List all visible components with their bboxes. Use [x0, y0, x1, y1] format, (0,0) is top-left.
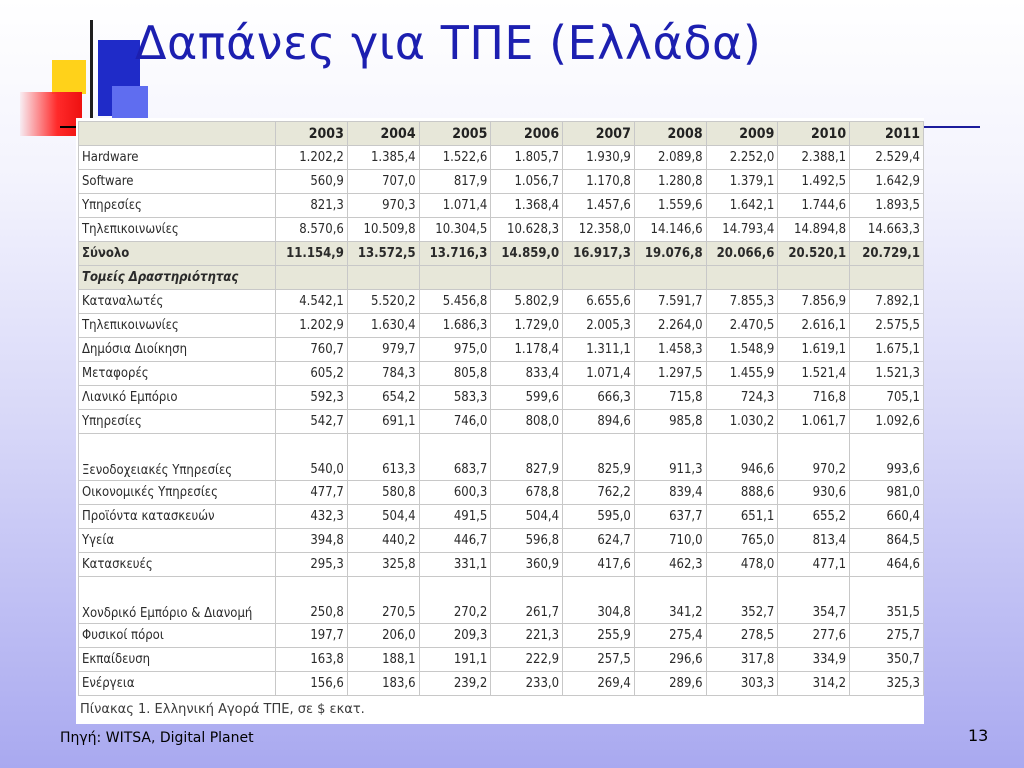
value-cell: 911,3 — [634, 434, 706, 481]
value-cell: 821,3 — [276, 194, 348, 218]
value-cell: 303,3 — [706, 672, 778, 696]
value-cell: 446,7 — [419, 529, 491, 553]
row-label: Δημόσια Διοίκηση — [79, 338, 276, 362]
value-cell: 239,2 — [419, 672, 491, 696]
value-cell: 504,4 — [491, 505, 563, 529]
value-cell: 10.509,8 — [347, 218, 419, 242]
table-row — [79, 146, 924, 170]
value-cell: 14.859,0 — [491, 242, 563, 266]
value-cell: 7.855,3 — [706, 290, 778, 314]
value-cell: 839,4 — [634, 481, 706, 505]
value-cell: 191,1 — [419, 648, 491, 672]
table-row — [79, 529, 924, 553]
value-cell: 1.280,8 — [634, 170, 706, 194]
table-row — [79, 218, 924, 242]
year-header: 2004 — [347, 122, 419, 146]
value-cell: 304,8 — [563, 577, 635, 624]
value-cell: 1.368,4 — [491, 194, 563, 218]
table-header-corner — [79, 122, 276, 146]
value-cell: 5.802,9 — [491, 290, 563, 314]
table-row — [79, 170, 924, 194]
value-cell: 289,6 — [634, 672, 706, 696]
value-cell: 1.092,6 — [850, 410, 924, 434]
value-cell: 209,3 — [419, 624, 491, 648]
row-label: Λιανικό Εμπόριο — [79, 386, 276, 410]
value-cell — [778, 266, 850, 290]
value-cell: 1.379,1 — [706, 170, 778, 194]
value-cell: 970,2 — [778, 434, 850, 481]
value-cell: 805,8 — [419, 362, 491, 386]
table-row — [79, 553, 924, 577]
value-cell: 491,5 — [419, 505, 491, 529]
value-cell: 1.521,3 — [850, 362, 924, 386]
value-cell: 1.893,5 — [850, 194, 924, 218]
value-cell: 683,7 — [419, 434, 491, 481]
value-cell: 2.252,0 — [706, 146, 778, 170]
value-cell: 257,5 — [563, 648, 635, 672]
ict-spending-table — [78, 121, 924, 696]
value-cell: 14.146,6 — [634, 218, 706, 242]
row-label: Κατασκευές — [79, 553, 276, 577]
value-cell — [634, 266, 706, 290]
value-cell: 1.492,5 — [778, 170, 850, 194]
value-cell: 12.358,0 — [563, 218, 635, 242]
value-cell: 583,3 — [419, 386, 491, 410]
value-cell: 1.686,3 — [419, 314, 491, 338]
value-cell: 1.805,7 — [491, 146, 563, 170]
value-cell: 351,5 — [850, 577, 924, 624]
value-cell: 464,6 — [850, 553, 924, 577]
value-cell: 221,3 — [491, 624, 563, 648]
value-cell: 10.628,3 — [491, 218, 563, 242]
value-cell: 2.616,1 — [778, 314, 850, 338]
table-image — [76, 118, 924, 724]
value-cell: 580,8 — [347, 481, 419, 505]
value-cell: 1.056,7 — [491, 170, 563, 194]
table-row — [79, 505, 924, 529]
table-caption: Πίνακας 1. Ελληνική Αγορά ΤΠΕ, σε $ εκατ. — [80, 702, 365, 717]
value-cell: 993,6 — [850, 434, 924, 481]
value-cell — [706, 266, 778, 290]
row-label: Ξενοδοχειακές Υπηρεσίες — [79, 434, 276, 481]
table-row — [79, 410, 924, 434]
row-label: Ενέργεια — [79, 672, 276, 696]
row-label: Υγεία — [79, 529, 276, 553]
value-cell: 462,3 — [634, 553, 706, 577]
value-cell: 1.559,6 — [634, 194, 706, 218]
row-label: Μεταφορές — [79, 362, 276, 386]
value-cell: 314,2 — [778, 672, 850, 696]
value-cell: 1.744,6 — [778, 194, 850, 218]
row-label: Οικονομικές Υπηρεσίες — [79, 481, 276, 505]
value-cell: 14.793,4 — [706, 218, 778, 242]
value-cell — [563, 266, 635, 290]
value-cell: 206,0 — [347, 624, 419, 648]
value-cell: 156,6 — [276, 672, 348, 696]
value-cell — [276, 266, 348, 290]
value-cell: 660,4 — [850, 505, 924, 529]
value-cell: 350,7 — [850, 648, 924, 672]
value-cell: 715,8 — [634, 386, 706, 410]
value-cell: 605,2 — [276, 362, 348, 386]
value-cell: 724,3 — [706, 386, 778, 410]
value-cell: 760,7 — [276, 338, 348, 362]
value-cell: 784,3 — [347, 362, 419, 386]
value-cell: 624,7 — [563, 529, 635, 553]
value-cell: 678,8 — [491, 481, 563, 505]
value-cell: 1.030,2 — [706, 410, 778, 434]
value-cell: 331,1 — [419, 553, 491, 577]
value-cell: 1.458,3 — [634, 338, 706, 362]
row-label: Φυσικοί πόροι — [79, 624, 276, 648]
total-row — [79, 242, 924, 266]
value-cell: 825,9 — [563, 434, 635, 481]
value-cell: 325,8 — [347, 553, 419, 577]
value-cell: 765,0 — [706, 529, 778, 553]
value-cell: 7.591,7 — [634, 290, 706, 314]
value-cell: 317,8 — [706, 648, 778, 672]
table-row — [79, 481, 924, 505]
value-cell: 600,3 — [419, 481, 491, 505]
value-cell: 707,0 — [347, 170, 419, 194]
value-cell: 1.071,4 — [563, 362, 635, 386]
value-cell: 13.716,3 — [419, 242, 491, 266]
value-cell: 2.470,5 — [706, 314, 778, 338]
year-header: 2007 — [563, 122, 635, 146]
value-cell: 163,8 — [276, 648, 348, 672]
value-cell: 813,4 — [778, 529, 850, 553]
value-cell: 975,0 — [419, 338, 491, 362]
table-row — [79, 434, 924, 481]
value-cell: 540,0 — [276, 434, 348, 481]
value-cell: 542,7 — [276, 410, 348, 434]
table-row — [79, 362, 924, 386]
value-cell: 255,9 — [563, 624, 635, 648]
value-cell: 1.642,1 — [706, 194, 778, 218]
value-cell: 2.529,4 — [850, 146, 924, 170]
value-cell: 250,8 — [276, 577, 348, 624]
value-cell: 817,9 — [419, 170, 491, 194]
value-cell: 10.304,5 — [419, 218, 491, 242]
value-cell: 655,2 — [778, 505, 850, 529]
table-row — [79, 648, 924, 672]
slide-title: Δαπάνες για ΤΠΕ (Ελλάδα) — [135, 16, 762, 70]
value-cell — [419, 266, 491, 290]
value-cell: 296,6 — [634, 648, 706, 672]
value-cell: 2.388,1 — [778, 146, 850, 170]
value-cell: 360,9 — [491, 553, 563, 577]
value-cell: 651,1 — [706, 505, 778, 529]
value-cell: 592,3 — [276, 386, 348, 410]
value-cell: 478,0 — [706, 553, 778, 577]
value-cell: 930,6 — [778, 481, 850, 505]
value-cell: 1.385,4 — [347, 146, 419, 170]
table-row — [79, 290, 924, 314]
value-cell: 1.548,9 — [706, 338, 778, 362]
value-cell: 14.894,8 — [778, 218, 850, 242]
year-header: 2010 — [778, 122, 850, 146]
table-row — [79, 194, 924, 218]
value-cell: 2.005,3 — [563, 314, 635, 338]
table-row — [79, 672, 924, 696]
table-row — [79, 577, 924, 624]
year-header: 2009 — [706, 122, 778, 146]
value-cell: 946,6 — [706, 434, 778, 481]
value-cell: 341,2 — [634, 577, 706, 624]
year-header: 2006 — [491, 122, 563, 146]
year-header: 2003 — [276, 122, 348, 146]
value-cell: 1.071,4 — [419, 194, 491, 218]
row-label: Software — [79, 170, 276, 194]
value-cell: 20.520,1 — [778, 242, 850, 266]
value-cell: 762,2 — [563, 481, 635, 505]
value-cell: 1.202,9 — [276, 314, 348, 338]
value-cell: 354,7 — [778, 577, 850, 624]
value-cell: 654,2 — [347, 386, 419, 410]
value-cell: 417,6 — [563, 553, 635, 577]
value-cell: 1.455,9 — [706, 362, 778, 386]
value-cell: 5.520,2 — [347, 290, 419, 314]
value-cell: 970,3 — [347, 194, 419, 218]
value-cell: 596,8 — [491, 529, 563, 553]
value-cell: 2.089,8 — [634, 146, 706, 170]
value-cell: 334,9 — [778, 648, 850, 672]
decor-red-square — [20, 92, 82, 136]
value-cell: 183,6 — [347, 672, 419, 696]
value-cell — [347, 266, 419, 290]
decor-yellow-square — [52, 60, 86, 94]
value-cell: 275,7 — [850, 624, 924, 648]
value-cell: 325,3 — [850, 672, 924, 696]
value-cell: 5.456,8 — [419, 290, 491, 314]
value-cell: 560,9 — [276, 170, 348, 194]
value-cell: 11.154,9 — [276, 242, 348, 266]
value-cell: 197,7 — [276, 624, 348, 648]
value-cell: 1.178,4 — [491, 338, 563, 362]
row-label: Υπηρεσίες — [79, 194, 276, 218]
value-cell: 16.917,3 — [563, 242, 635, 266]
value-cell: 1.297,5 — [634, 362, 706, 386]
value-cell: 985,8 — [634, 410, 706, 434]
value-cell: 440,2 — [347, 529, 419, 553]
value-cell: 827,9 — [491, 434, 563, 481]
value-cell: 1.202,2 — [276, 146, 348, 170]
value-cell: 691,1 — [347, 410, 419, 434]
value-cell: 269,4 — [563, 672, 635, 696]
value-cell: 1.642,9 — [850, 170, 924, 194]
value-cell: 4.542,1 — [276, 290, 348, 314]
value-cell: 1.930,9 — [563, 146, 635, 170]
value-cell: 19.076,8 — [634, 242, 706, 266]
source-note: Πηγή: WITSA, Digital Planet — [60, 730, 254, 746]
value-cell: 7.856,9 — [778, 290, 850, 314]
value-cell: 295,3 — [276, 553, 348, 577]
value-cell — [850, 266, 924, 290]
value-cell: 716,8 — [778, 386, 850, 410]
value-cell: 666,3 — [563, 386, 635, 410]
value-cell: 979,7 — [347, 338, 419, 362]
value-cell: 1.729,0 — [491, 314, 563, 338]
value-cell: 981,0 — [850, 481, 924, 505]
value-cell: 888,6 — [706, 481, 778, 505]
value-cell: 2.264,0 — [634, 314, 706, 338]
value-cell: 8.570,6 — [276, 218, 348, 242]
value-cell: 599,6 — [491, 386, 563, 410]
value-cell: 432,3 — [276, 505, 348, 529]
value-cell: 1.619,1 — [778, 338, 850, 362]
year-header: 2011 — [850, 122, 924, 146]
row-label: Χονδρικό Εμπόριο & Διανομή — [79, 577, 276, 624]
row-label: Εκπαίδευση — [79, 648, 276, 672]
row-label: Καταναλωτές — [79, 290, 276, 314]
section-header-row — [79, 266, 924, 290]
table-row — [79, 338, 924, 362]
value-cell: 394,8 — [276, 529, 348, 553]
value-cell: 7.892,1 — [850, 290, 924, 314]
value-cell: 275,4 — [634, 624, 706, 648]
value-cell: 2.575,5 — [850, 314, 924, 338]
value-cell: 20.729,1 — [850, 242, 924, 266]
value-cell — [491, 266, 563, 290]
year-header: 2008 — [634, 122, 706, 146]
value-cell: 13.572,5 — [347, 242, 419, 266]
page-number: 13 — [968, 726, 989, 745]
row-label: Τηλεπικοινωνίες — [79, 314, 276, 338]
value-cell: 277,6 — [778, 624, 850, 648]
value-cell: 613,3 — [347, 434, 419, 481]
value-cell: 1.061,7 — [778, 410, 850, 434]
table-row — [79, 314, 924, 338]
value-cell: 270,5 — [347, 577, 419, 624]
value-cell: 504,4 — [347, 505, 419, 529]
table-row — [79, 624, 924, 648]
value-cell: 278,5 — [706, 624, 778, 648]
value-cell: 1.521,4 — [778, 362, 850, 386]
value-cell: 222,9 — [491, 648, 563, 672]
value-cell: 637,7 — [634, 505, 706, 529]
value-cell: 14.663,3 — [850, 218, 924, 242]
row-label: Τηλεπικοινωνίες — [79, 218, 276, 242]
value-cell: 477,7 — [276, 481, 348, 505]
decor-light-blue-square — [112, 86, 148, 120]
value-cell: 705,1 — [850, 386, 924, 410]
row-label: Σύνολο — [79, 242, 276, 266]
value-cell: 6.655,6 — [563, 290, 635, 314]
row-label: Υπηρεσίες — [79, 410, 276, 434]
value-cell: 1.675,1 — [850, 338, 924, 362]
value-cell: 20.066,6 — [706, 242, 778, 266]
value-cell: 352,7 — [706, 577, 778, 624]
value-cell: 261,7 — [491, 577, 563, 624]
value-cell: 233,0 — [491, 672, 563, 696]
value-cell: 710,0 — [634, 529, 706, 553]
value-cell: 270,2 — [419, 577, 491, 624]
value-cell: 746,0 — [419, 410, 491, 434]
year-header: 2005 — [419, 122, 491, 146]
value-cell: 808,0 — [491, 410, 563, 434]
table-header-row — [79, 122, 924, 146]
value-cell: 595,0 — [563, 505, 635, 529]
value-cell: 894,6 — [563, 410, 635, 434]
row-label: Hardware — [79, 146, 276, 170]
value-cell: 1.311,1 — [563, 338, 635, 362]
row-label: Τομείς Δραστηριότητας — [79, 266, 276, 290]
value-cell: 477,1 — [778, 553, 850, 577]
value-cell: 188,1 — [347, 648, 419, 672]
value-cell: 1.522,6 — [419, 146, 491, 170]
value-cell: 833,4 — [491, 362, 563, 386]
decor-vertical-line — [90, 20, 93, 132]
value-cell: 1.170,8 — [563, 170, 635, 194]
value-cell: 864,5 — [850, 529, 924, 553]
table-row — [79, 386, 924, 410]
value-cell: 1.457,6 — [563, 194, 635, 218]
row-label: Προϊόντα κατασκευών — [79, 505, 276, 529]
value-cell: 1.630,4 — [347, 314, 419, 338]
